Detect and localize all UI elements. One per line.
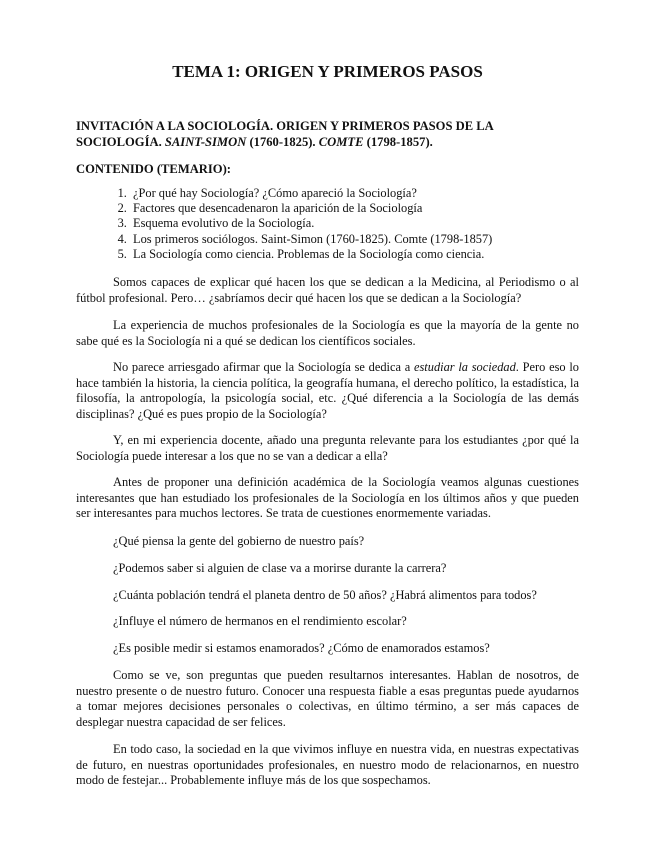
- page-title: TEMA 1: ORIGEN Y PRIMEROS PASOS: [172, 62, 483, 81]
- paragraph: Como se ve, son preguntas que pueden resultarnos interesantes. Hablan de nosotros, de nuestro presente o de nuestro futuro. Conocer una respuesta fiable a esas preguntas puede ayudarnos a tomar mejores decisiones personales o colectivas, en último término, a ser más capaces de desplegar nuestra capacidad de ser felices.: [76, 668, 579, 729]
- subtitle-dates-saint-simon: (1760-1825).: [246, 135, 319, 149]
- paragraph: Antes de proponer una definición académica de la Sociología veamos algunas cuestiones interesantes que han estudiado los profesionales de la Sociología en los últimos años y que pueden ser interesantes para muchos lectores. Se trata de cuestiones enormemente variadas.: [76, 475, 579, 521]
- contents-item: 4. Los primeros sociólogos. Saint-Simon (1760-1825). Comte (1798-1857): [130, 232, 570, 247]
- paragraph-emphasis: estudiar la sociedad: [413, 360, 516, 374]
- contents-item: 3. Esquema evolutivo de la Sociología.: [130, 216, 570, 231]
- contents-item: 2. Factores que desencadenaron la aparición de la Sociología: [130, 201, 570, 216]
- subtitle-text: INVITACIÓN A LA SOCIOLOGÍA. ORIGEN Y PRIMEROS PASOS DE LA SOCIOLOGÍA.: [76, 119, 494, 149]
- contents-item: 5. La Sociología como ciencia. Problemas de la Sociología como ciencia.: [130, 247, 570, 262]
- paragraph: Somos capaces de explicar qué hacen los que se dedican a la Medicina, al Periodismo o al fútbol profesional. Pero… ¿sabríamos decir qué hacen los que se dedican a la Sociología?: [76, 275, 579, 305]
- paragraph: En todo caso, la sociedad en la que vivimos influye en nuestra vida, en nuestras expectativas de futuro, en nuestras oportunidades profesionales, en nuestro modo de relacionarnos, en nuestro modo de festejar... Probablemente influye más de los que sospechamos.: [76, 742, 579, 788]
- paragraph-text: . Pero eso lo hace también la historia, la ciencia política, la geografía humana, el derecho político, la estadística, la filosofía, la antropología, la psicología social, etc. ¿Qué diferencia a la Sociología de las demás disciplinas? ¿Qué es pues propio de la Sociología?: [76, 360, 579, 421]
- contents-item: 1. ¿Por qué hay Sociología? ¿Cómo apareció la Sociología?: [130, 186, 570, 201]
- question-item: ¿Influye el número de hermanos en el rendimiento escolar?: [113, 614, 407, 628]
- subtitle-dates-comte: (1798-1857).: [363, 135, 433, 149]
- question-item: ¿Qué piensa la gente del gobierno de nuestro país?: [113, 534, 365, 548]
- paragraph: Y, en mi experiencia docente, añado una pregunta relevante para los estudiantes ¿por qué la Sociología puede interesar a los que no se van a dedicar a ella?: [76, 433, 579, 463]
- paragraph: La experiencia de muchos profesionales de la Sociología es que la mayoría de la gente no sabe qué es la Sociología ni a qué se dedican los científicos sociales.: [76, 318, 579, 348]
- question-item: ¿Es posible medir si estamos enamorados? ¿Cómo de enamorados estamos?: [113, 641, 490, 655]
- contents-list: [113, 186, 570, 262]
- section-subtitle: [76, 118, 579, 150]
- subtitle-name-saint-simon: SAINT-SIMON: [164, 135, 247, 149]
- subtitle-name-comte: COMTE: [318, 135, 364, 149]
- question-item: ¿Podemos saber si alguien de clase va a morirse durante la carrera?: [113, 561, 447, 575]
- contents-heading: CONTENIDO (TEMARIO):: [76, 162, 231, 176]
- paragraph-text: No parece arriesgado afirmar que la Sociología se dedica a: [113, 360, 414, 374]
- question-item: ¿Cuánta población tendrá el planeta dentro de 50 años? ¿Habrá alimentos para todos?: [113, 588, 537, 602]
- paragraph: [76, 360, 579, 422]
